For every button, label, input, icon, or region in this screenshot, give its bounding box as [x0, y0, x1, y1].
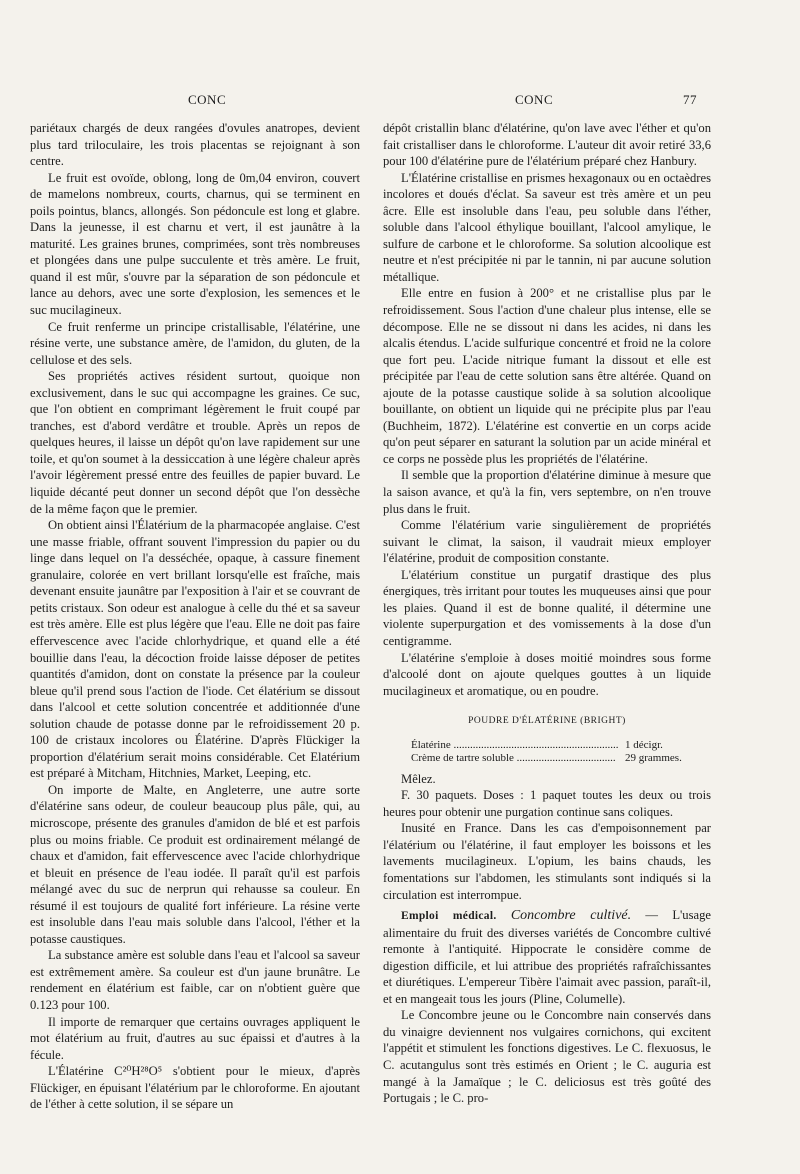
- header-left-title: CONC: [188, 92, 227, 107]
- paragraph: Ses propriétés actives résident surtout, quoique non exclusivement, dans le suc qui accompagne les graines. Ce suc, que l'on obtient en comprimant légèrement le fruit coupé par tranches, est d'abord verdâtre et trouble. Après un repos de quelques heures, il laisse un dépôt qu'on lave rapidement sur une toile, et qu'on soumet à la dessiccation à une légère chaleur après l'avoir légèrement pressé entre des feuilles de papier buvard. Le liquide décanté peut donner un second dépôt que l'on dessèche de la même façon que le premier.: [30, 369, 360, 516]
- section-label: Emploi médical.: [401, 910, 497, 923]
- paragraph: L'Élatérine cristallise en prismes hexagonaux ou en octaèdres incolores et doués d'éclat. Sa saveur est très amère et un peu âcre. Elle est insoluble dans l'eau, peu soluble dans l'éther, soluble dans l'alcool éthylique bouillant, l'alcool amylique, le sulfure de carbone et le chloroforme. Sa solution alcoolique est neutre et n'est précipitée ni par le tannin, ni par aucune solution métallique.: [383, 170, 711, 284]
- section-subject: Concombre cultivé.: [510, 908, 632, 924]
- header-right-title: CONC: [515, 92, 554, 107]
- paragraph: Il importe de remarquer que certains ouvrages appliquent le mot élatérium au fruit, d'autres au suc épaissi et d'autres à la fécule.: [30, 1014, 360, 1062]
- paragraph: Le fruit est ovoïde, oblong, long de 0m,04 environ, couvert de mamelons nombreux, courts, charnus, qui se terminent en poils pointus, blancs, allongés. Son pédoncule est long et glabre. Dans la jeunesse, il est charnu et vert, il est jaunâtre à la maturité. Les graines brunes, comprimées, sont très nombreuses et plongées dans une pulpe succulente et très amère. Le fruit, quand il est mûr, s'ouvre par la séparation de son pédoncule et lance au dehors, avec une sorte d'explosion, les semences et le suc mucilagineux.: [30, 170, 360, 318]
- recipe-row: [411, 739, 703, 752]
- paragraph: Le Concombre jeune ou le Concombre nain conservés dans du vinaigre deviennent nos vulgaires cornichons, qui excitent l'appétit et stimulent les fonctions digestives. Le C. flexuosus, le C. acutangulus sont très estimés en Orient ; le C. auguria est mangé à la Jamaïque ; le C. deliciosus est très goûté des Portugais ; le C. pro-: [383, 1008, 711, 1106]
- emploi-paragraph: [383, 907, 711, 1007]
- paragraph: L'élatérium constitue un purgatif drastique des plus énergiques, très irritant pour toutes les muqueuses ainsi que pour les plaies. Quand il est de bonne qualité, il détermine une violente superpurgation et des vomissements à la dose d'un centigramme.: [383, 567, 711, 648]
- paragraph: dépôt cristallin blanc d'élatérine, qu'on lave avec l'éther et qu'on fait cristalliser dans le chloroforme. L'auteur dit avoir retiré 33,6 pour 100 d'élatérine pure de l'élatérium préparé chez Hanbury.: [383, 121, 711, 169]
- right-column: [383, 120, 711, 1107]
- paragraph: L'Élatérine C²⁰H²⁸O⁵ s'obtient pour le mieux, d'après Flückiger, en épuisant l'élatérium par le chloroforme. En ajoutant de l'éther à cette solution, il se sépare un: [30, 1064, 360, 1112]
- paragraph: Ce fruit renferme un principe cristallisable, l'élatérine, une résine verte, une substance amère, de l'amidon, du gluten, de la cellulose et des sels.: [30, 319, 360, 367]
- paragraph: pariétaux chargés de deux rangées d'ovules anatropes, devient plus tard triloculaire, les trois placentas se rejoignant à son centre.: [30, 121, 360, 169]
- paragraph: Mêlez.: [401, 771, 436, 786]
- paragraph: L'élatérine s'emploie à doses moitié moindres sous forme d'alcoolé dont on ajoute quelques gouttes à un liquide mucilagineux et aromatique, ou en poudre.: [383, 650, 711, 698]
- recipe-row: [411, 752, 703, 765]
- paragraph: Inusité en France. Dans les cas d'empoisonnement par l'élatérium ou l'élatérine, il faut employer les boissons et les lavements mucilagineux. L'opium, les bains chauds, les fomentations sur l'abdomen, les stimulants sont indiqués si la circulation est interrompue.: [383, 821, 711, 902]
- paragraph: Elle entre en fusion à 200° et ne cristallise plus par le refroidissement. Sous l'action d'une chaleur plus intense, elle se décompose. Elle ne se dissout ni dans les acides, ni dans les alcalis étendus. L'acide sulfurique concentré et froid ne la colore que fort peu. L'acide nitrique fumant la dissout et elle est précipitée par l'eau de cette solution sans être altérée. Quand on ajoute de la potasse caustique solide à sa solution alcoolique bouillante, on obtient un liquide qui ne précipite plus par l'eau (Buchheim, 1872). L'élatérine est convertie en un corps acide qu'on peut séparer en saturant la solution par un acide minéral et ce corps ne possède plus les propriétés de l'élatérine.: [383, 286, 711, 466]
- left-column: [30, 120, 360, 1113]
- recipe-quantity: 29 grammes.: [625, 751, 682, 764]
- recipe-table: [411, 739, 703, 765]
- paragraph: On importe de Malte, en Angleterre, une autre sorte d'élatérine sans odeur, de couleur beaucoup plus pâle, qui, au microscope, présente des granules d'amidon de blé et est parfois plus ou moins friable. Ce produit est ordinairement mélangé de chaux et d'amidon, fait effervescence avec l'acide chlorhydrique et bleuit en présence de l'eau iodée. Il paraît qu'il est parfois mélangé avec du suc de nerprun qui rehausse sa couleur. En résumé il est toujours de qualité fort inférieure. La résine verte est insoluble dans l'eau mais soluble dans l'alcool, l'éther et la potasse caustiques.: [30, 782, 360, 946]
- recipe-quantity: 1 décigr.: [625, 738, 663, 751]
- recipe-title: POUDRE D'ÉLATÉRINE (BRIGHT): [468, 716, 626, 727]
- paragraph: On obtient ainsi l'Élatérium de la pharmacopée anglaise. C'est une masse friable, offrant souvent l'impression du papier ou du linge dans lequel on l'a desséchée, opaque, à cassure finement granulaire, colorée en vert brillant lorsqu'elle est fraîche, mais devenant ensuite jaunâtre par l'exposition à l'air et se couvrant de petits cristaux. Son odeur est analogue à celle du thé et sa saveur est très amère. Elle est plus légère que l'eau. Elle ne doit pas faire effervescence avec l'acide chlorhydrique, et quand elle a été bouillie dans l'eau, la décoction froide laisse déposer de petites quantités d'amidon, dont on constate la présence par la couleur bleue qu'il prend sous l'action de l'iode. Cet élatérium se dissout dans l'alcool et cette solution concentrée et additionnée d'une solution chaude de potasse donne par le refroidissement 20 p. 100 de cristaux incolores ou Élatérine. D'après Flückiger la proportion d'élatérium serait moins considérable. Cet Elatérium est préparé à Mitcham, Hitchnies, Market, Leeping, etc.: [30, 518, 360, 781]
- paragraph: Il semble que la proportion d'élatérine diminue à mesure que la saison avance, et qu'à la fin, vers septembre, on n'en trouve plus dans le fruit.: [383, 468, 711, 516]
- paragraph: La substance amère est soluble dans l'eau et l'alcool sa saveur est extrêmement amère. Sa couleur est d'un jaune brunâtre. Le rendement en élatérium est faible, car on n'obtient guère que 0.123 pour 100.: [30, 948, 360, 1012]
- page-number: 77: [683, 92, 697, 107]
- recipe-ingredient: Élatérine ............................................................: [411, 738, 619, 751]
- running-header: [0, 92, 800, 112]
- section-text: — L'usage alimentaire du fruit des diverses variétés de Concombre cultivé remonte à l'antiquité. Hippocrate le considère comme de digestion difficile, et lui attribue des propriétés rafraîchissantes et diurétiques. L'empereur Tibère l'aimait avec passion, paraît-il, et en mangeait tous les jours (Pline, Columelle).: [383, 908, 711, 1006]
- paragraph: F. 30 paquets. Doses : 1 paquet toutes les deux ou trois heures pour obtenir une purgation continue sans coliques.: [383, 788, 711, 819]
- recipe-ingredient: Crème de tartre soluble ....................................: [411, 751, 616, 764]
- paragraph: Comme l'élatérium varie singulièrement de propriétés suivant le climat, la saison, il vaudrait mieux employer l'élatérine, produit de composition constante.: [383, 518, 711, 566]
